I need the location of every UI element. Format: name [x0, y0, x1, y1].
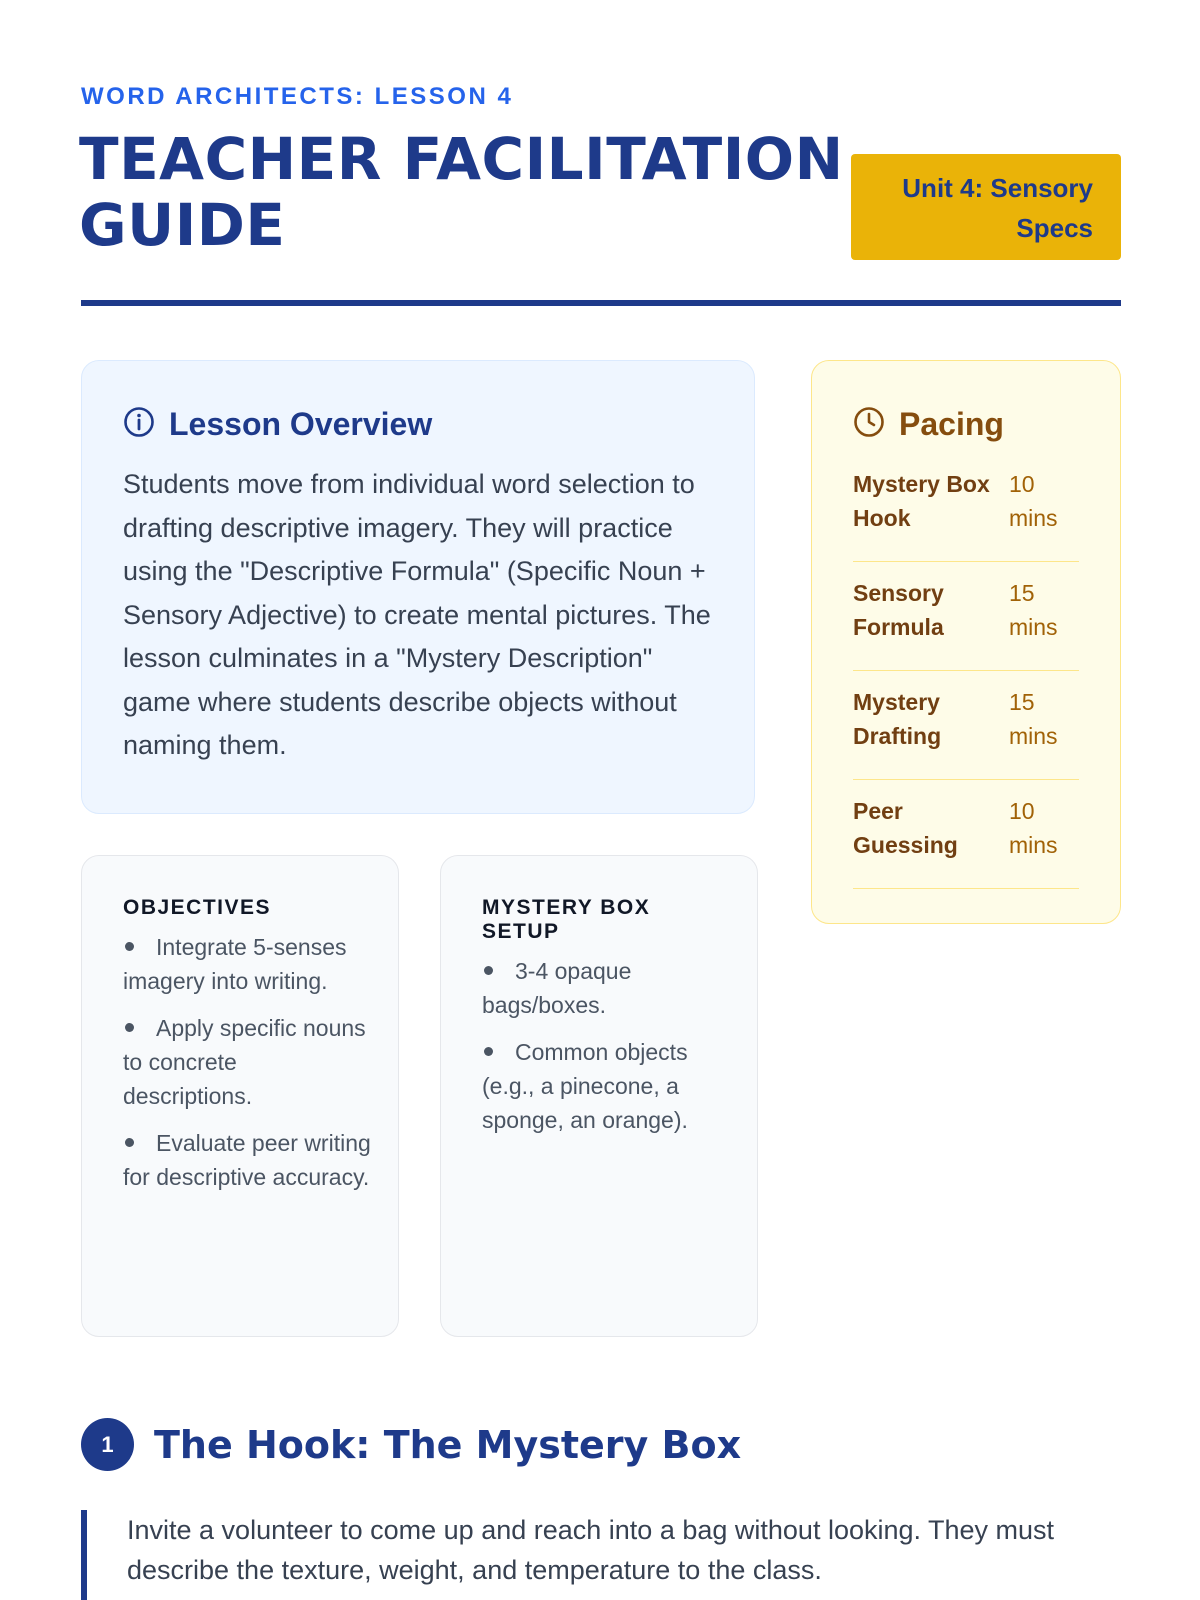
- pacing-activity: Mystery Box Hook: [853, 471, 990, 531]
- step-title: The Hook: The Mystery Box: [154, 1422, 742, 1467]
- page-title: TEACHER FACILITATION GUIDE: [79, 125, 844, 259]
- pacing-row: [853, 562, 1079, 671]
- objectives-heading: OBJECTIVES: [123, 896, 272, 919]
- bullet-icon: [125, 942, 134, 951]
- pacing-header: [853, 401, 1079, 447]
- pacing-duration: 10 mins: [1009, 471, 1058, 531]
- bullet-icon: [125, 1023, 134, 1032]
- objective-text: Integrate 5-senses imagery into writing.: [123, 934, 347, 994]
- step-number-badge: 1: [81, 1418, 134, 1471]
- pacing-duration: 15 mins: [1009, 689, 1058, 749]
- objective-text: Evaluate peer writing for descriptive accuracy.: [123, 1130, 371, 1190]
- list-item: [482, 1035, 731, 1137]
- bullet-icon: [484, 966, 493, 975]
- setup-heading: MYSTERY BOX SETUP: [482, 896, 651, 943]
- lesson-overview-card: [81, 360, 755, 814]
- pacing-row: [853, 453, 1079, 562]
- list-item: [123, 930, 372, 998]
- clock-icon: [853, 406, 885, 443]
- pacing-activity: Peer Guessing: [853, 798, 958, 858]
- lesson-overview-text: Students move from individual word selection to drafting descriptive imagery. They will practice using the "Descriptive Formula" (Specific Noun + Sensory Adjective) to create mental pictures. The lesson culminates in a "Mystery Description" game where students describe objects without naming them.: [123, 469, 711, 760]
- list-item: [123, 1011, 372, 1113]
- objectives-card: [81, 855, 399, 1337]
- lesson-eyebrow: WORD ARCHITECTS: LESSON 4: [81, 83, 514, 110]
- setup-list: [482, 954, 731, 1137]
- mystery-box-setup-card: [440, 855, 758, 1337]
- bullet-icon: [125, 1138, 134, 1147]
- lesson-overview-header: [123, 401, 714, 447]
- objectives-list: [123, 930, 372, 1194]
- pacing-row: [853, 780, 1079, 889]
- pacing-duration: 15 mins: [1009, 580, 1058, 640]
- unit-badge: Unit 4: Sensory Specs: [851, 154, 1121, 260]
- pacing-card: [811, 360, 1121, 924]
- lesson-overview-heading: Lesson Overview: [169, 405, 433, 442]
- list-item: [123, 1126, 372, 1194]
- list-item: [482, 954, 731, 1022]
- bullet-icon: [484, 1047, 493, 1056]
- step-1-header: [81, 1418, 741, 1471]
- setup-text: Common objects (e.g., a pinecone, a sponge, an orange).: [482, 1039, 688, 1133]
- setup-text: 3-4 opaque bags/boxes.: [482, 958, 632, 1018]
- step-1-instructions: Invite a volunteer to come up and reach into a bag without looking. They must describe the texture, weight, and temperature to the class.: [81, 1510, 1121, 1600]
- pacing-row: [853, 671, 1079, 780]
- pacing-activity: Mystery Drafting: [853, 689, 942, 749]
- header-divider: [81, 300, 1121, 306]
- pacing-duration: 10 mins: [1009, 798, 1058, 858]
- pacing-heading: Pacing: [899, 405, 1004, 442]
- pacing-activity: Sensory Formula: [853, 580, 944, 640]
- objective-text: Apply specific nouns to concrete descriptions.: [123, 1015, 366, 1109]
- info-icon: [123, 406, 155, 443]
